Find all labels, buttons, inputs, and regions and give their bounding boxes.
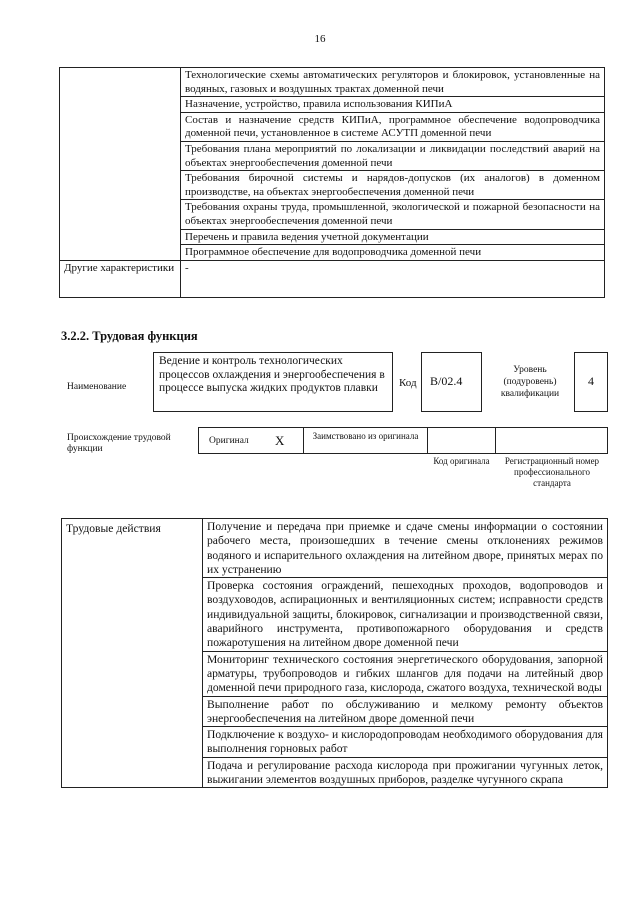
table-row	[60, 68, 605, 97]
table-cell: Назначение, устройство, правила использования КИПиА	[181, 97, 605, 113]
code-label: Код	[399, 377, 417, 389]
table-cell: Выполнение работ по обслуживанию и мелкому ремонту объектов энергообеспечения на литейном дворе доменной печи	[203, 696, 608, 727]
original-mark: X	[275, 433, 285, 448]
registration-number-box	[495, 427, 608, 454]
table-cell: Программное обеспечение для водопроводчика доменной печи	[181, 245, 605, 261]
registration-caption: Регистрационный номер профессионального стандарта	[504, 456, 600, 488]
page-number: 16	[314, 33, 326, 45]
table-row	[60, 260, 605, 297]
code-value-box: B/02.4	[421, 352, 482, 412]
table-cell: Требования плана мероприятий по локализации и ликвидации последствий аварий на объектах энергообеспечения доменной печи	[181, 141, 605, 170]
table-cell: Требования бирочной системы и нарядов-допусков (их аналогов) в доменном производстве, на объектах энергообеспечения доменной печи	[181, 171, 605, 200]
table-cell: Подключение к воздухо- и кислородопроводам необходимого оборудования для выполнения горновых работ	[203, 727, 608, 758]
section-title: 3.2.2. Трудовая функция	[61, 329, 198, 343]
table-cell: Мониторинг технического состояния энергетического оборудования, запорной арматуры, трубопроводов и гибких шлангов для подачи на литейный двор доменной печи природного газа, кислорода, сжатого воздуха, технической воды	[203, 651, 608, 696]
borrowed-box	[303, 427, 428, 454]
original-label: Оригинал	[209, 436, 249, 446]
table-cell: Перечень и правила ведения учетной документации	[181, 229, 605, 245]
labor-actions-label: Трудовые действия	[62, 519, 203, 788]
table-cell: Технологические схемы автоматических регуляторов и блокировок, установленные на водяных, газовых и воздушных трактах доменной печи	[181, 68, 605, 97]
level-value-box: 4	[574, 352, 608, 412]
table-cell: Проверка состояния ограждений, пешеходных проходов, водопроводов и воздуховодов, аспирационных и вентиляционных систем; исправности средств индивидуальной защиты, блокировок, сигнализации и производственной связи, аварийного инструмента, противопожарного оборудования и средств пожаротушения на литейном дворе доменной печи	[203, 578, 608, 651]
level-label: Уровень (подуровень) квалификации	[500, 365, 560, 399]
knowledge-table	[59, 67, 605, 298]
table-cell: Требования охраны труда, промышленной, экологической и пожарной безопасности на объектах энергообеспечения доменной печи	[181, 200, 605, 229]
other-characteristics-value: -	[181, 260, 605, 297]
table-cell: Состав и назначение средств КИПиА, программное обеспечение водопроводчика доменной печи, установленное в системе АСУТП доменной печи	[181, 112, 605, 141]
original-box	[198, 427, 304, 454]
table-cell: Подача и регулирование расхода кислорода при прожигании чугунных леток, выжигании элементов воздушных приборов, разделке чугунного скрапа	[203, 757, 608, 788]
labor-actions-table	[61, 518, 608, 788]
function-name-box: Ведение и контроль технологических процессов охлаждения и энергообеспечения в процессе выпуска жидких продуктов плавки	[153, 352, 393, 412]
origin-code-box	[427, 427, 496, 454]
table-cell: Получение и передача при приемке и сдаче смены информации о состоянии рабочего места, произошедших в течение смены отклонениях режимов водяного и испарительного охлаждения на литейном дворе, принятых мерах по их устранению	[203, 519, 608, 578]
origin-label: Происхождение трудовой функции	[67, 433, 171, 454]
borrowed-label: Заимствовано из оригинала	[312, 431, 419, 441]
name-label: Наименование	[67, 382, 127, 392]
table-row	[62, 519, 608, 578]
other-characteristics-label: Другие характеристики	[60, 260, 181, 297]
origin-code-caption: Код оригинала	[433, 456, 490, 466]
table-label-cell	[60, 68, 181, 261]
